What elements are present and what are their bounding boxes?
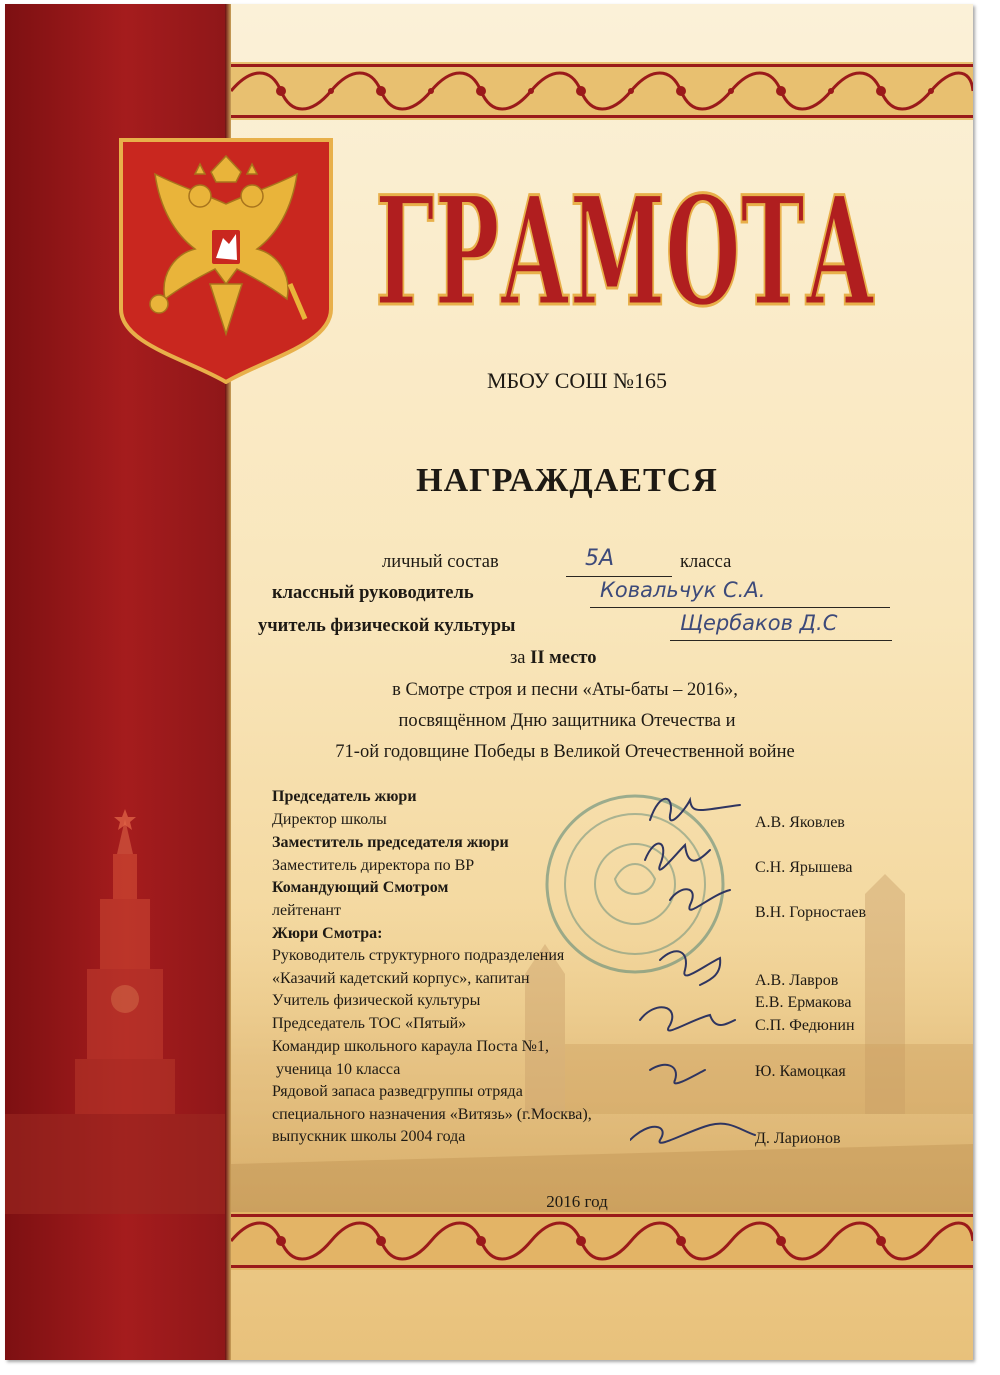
jury-member-4-line-1: Командир школьного караула Поста №1,	[272, 1038, 549, 1055]
pe-teacher-label: учитель физической культуры	[258, 616, 516, 636]
class-teacher-label: классный руководитель	[272, 583, 474, 603]
top-ornament-border	[231, 62, 973, 120]
jury-member-3-role: Председатель ТОС «Пятый»	[272, 1015, 467, 1032]
jury-member-1-name: А.В. Лавров	[755, 972, 839, 989]
jury-chair-heading: Председатель жюри	[272, 788, 417, 805]
jury-commander-role: лейтенант	[272, 902, 341, 919]
jury-deputy-name: С.Н. Ярышева	[755, 859, 853, 876]
jury-chair-name: А.В. Яковлев	[755, 814, 845, 831]
jury-member-5-line-2: специального назначения «Витязь» (г.Москва),	[272, 1106, 592, 1123]
jury-signatures	[630, 780, 760, 1160]
coat-of-arms-emblem	[115, 134, 337, 384]
certificate-title	[365, 154, 885, 334]
bottom-ornament-border	[231, 1212, 973, 1270]
jury-members-heading: Жюри Смотра:	[272, 925, 383, 942]
place-line	[510, 648, 597, 669]
title-text: ГРАМОТА	[375, 164, 875, 334]
jury-commander-heading: Командующий Смотром	[272, 879, 449, 896]
jury-member-5-line-1: Рядовой запаса разведгруппы отряда	[272, 1083, 523, 1100]
jury-commander-name: В.Н. Горностаев	[755, 904, 867, 921]
reason-line-2: посвящённом Дню защитника Отечества и	[398, 711, 736, 731]
jury-member-5-name: Д. Ларионов	[755, 1130, 841, 1147]
place-prefix: за	[510, 648, 526, 668]
jury-member-3-name: С.П. Федюнин	[755, 1017, 855, 1034]
jury-member-5-line-3: выпускник школы 2004 года	[272, 1128, 466, 1145]
jury-chair-role: Директор школы	[272, 811, 387, 828]
reason-line-3: 71-ой годовщине Победы в Великой Отечественной войне	[335, 742, 795, 762]
certificate-year: 2016 год	[546, 1192, 608, 1211]
awarded-heading: НАГРАЖДАЕТСЯ	[416, 462, 718, 499]
personnel-suffix: класса	[680, 552, 732, 572]
reason-line-1: в Смотре строя и песни «Аты-баты – 2016»,	[392, 680, 738, 700]
jury-member-4-name: Ю. Камоцкая	[755, 1063, 846, 1080]
place-value: II место	[530, 648, 597, 668]
jury-deputy-role: Заместитель директора по ВР	[272, 857, 475, 874]
jury-member-1-line-1: Руководитель структурного подразделения	[272, 947, 565, 964]
class-teacher-handwritten: Ковальчук С.А.	[600, 578, 766, 602]
jury-deputy-heading: Заместитель председателя жюри	[272, 834, 509, 851]
jury-member-2-role: Учитель физической культуры	[272, 992, 481, 1009]
school-name: МБОУ СОШ №165	[486, 368, 668, 393]
personnel-prefix: личный состав	[382, 552, 499, 572]
jury-member-4-line-2: ученица 10 класса	[272, 1061, 401, 1078]
jury-member-2-name: Е.В. Ермакова	[755, 994, 852, 1011]
pe-teacher-handwritten: Щербаков Д.С	[680, 611, 838, 635]
class-blank-line	[566, 550, 672, 577]
jury-member-1-line-2: «Казачий кадетский корпус», капитан	[272, 970, 530, 987]
class-handwritten: 5А	[585, 546, 615, 571]
